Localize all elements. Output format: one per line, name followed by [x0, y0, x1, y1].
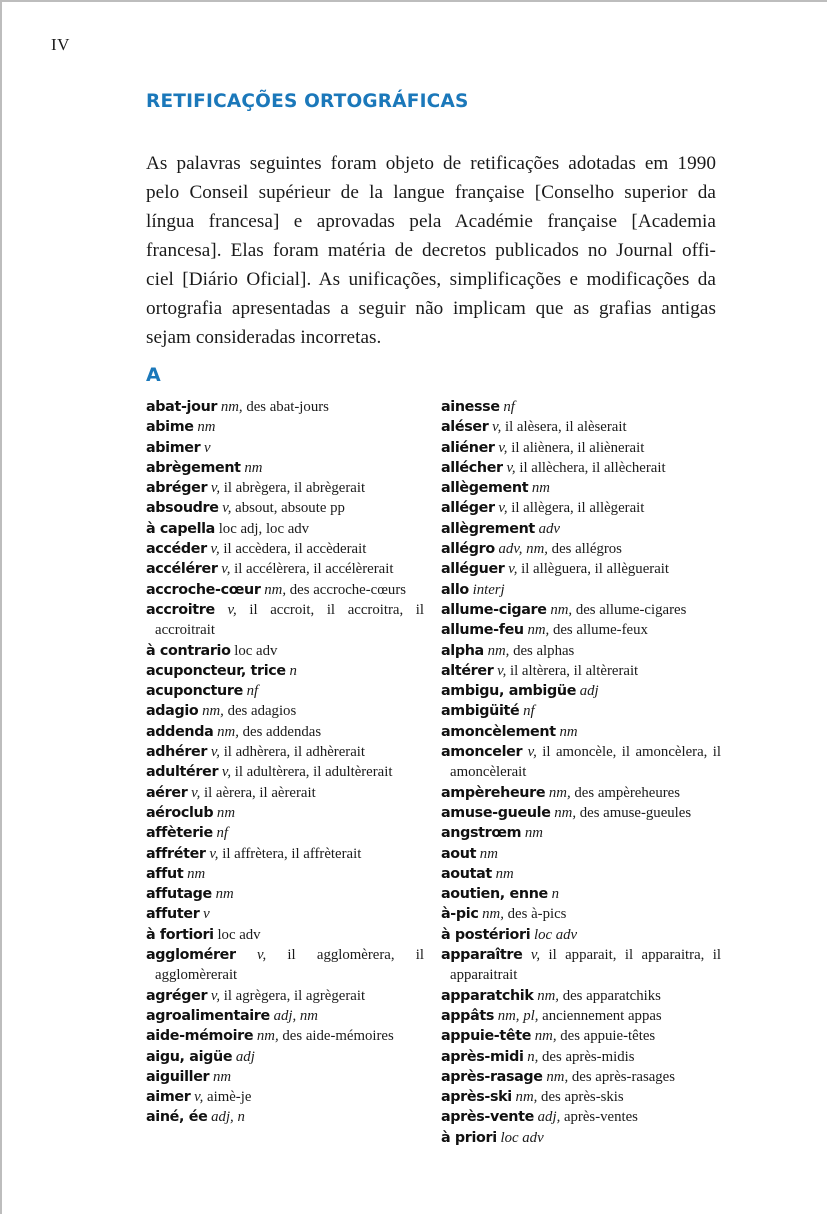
dictionary-entry [441, 1087, 721, 1107]
entries-column-right [441, 397, 721, 1148]
dictionary-entry [146, 397, 424, 417]
entry-headword: après-midi [441, 1048, 524, 1065]
dictionary-entry [146, 823, 424, 843]
entry-headword: aérer [146, 784, 188, 801]
entry-headword: ainé, ée [146, 1109, 208, 1126]
entry-grammar: v, [497, 662, 507, 679]
entry-headword: abrègement [146, 459, 241, 476]
entry-grammar: nm, [217, 723, 239, 740]
dictionary-entry [146, 925, 424, 945]
entry-forms: il adultèrera, il adultèrerait [234, 764, 393, 781]
entry-grammar: nm, [515, 1089, 538, 1106]
dictionary-entry [441, 580, 721, 600]
dictionary-entry [146, 458, 424, 478]
entry-grammar: nm, [202, 703, 224, 720]
dictionary-entry [441, 661, 721, 681]
entry-forms: des ampèreheures [574, 784, 680, 801]
dictionary-entry [441, 417, 721, 437]
dictionary-entry [441, 844, 721, 864]
entry-grammar: n [551, 886, 559, 903]
entry-forms: des alphas [513, 642, 575, 659]
entry-grammar: n, [527, 1048, 539, 1065]
entry-grammar: nm [244, 459, 263, 476]
dictionary-entry [441, 701, 721, 721]
dictionary-entry [146, 986, 424, 1006]
dictionary-entry [146, 722, 424, 742]
dictionary-entry [441, 742, 721, 783]
entry-forms: des accroche-cœurs [289, 581, 407, 598]
intro-line: francesa]. Elas foram matéria de decretos publicados no Journal offi- [146, 240, 716, 261]
entry-grammar: nm, [550, 601, 573, 618]
dictionary-entry [441, 1107, 721, 1127]
dictionary-entry [146, 519, 424, 539]
entry-headword: à capella [146, 520, 215, 537]
dictionary-entry [441, 438, 721, 458]
intro-line: pelo Conseil supérieur de la langue française [Conselho superior da [146, 182, 716, 203]
entry-grammar: adv [538, 520, 560, 537]
entry-headword: aoutien, enne [441, 886, 548, 903]
entry-grammar: nm, [264, 581, 287, 598]
entry-forms: il adhèrera, il adhèrerait [223, 744, 365, 761]
entry-headword: abréger [146, 480, 208, 497]
dictionary-entry [146, 945, 424, 986]
entry-headword: amonceler [441, 744, 523, 761]
entry-forms: des après-midis [542, 1048, 635, 1065]
entry-grammar: nf [503, 399, 515, 415]
entry-grammar: v, [506, 459, 516, 476]
page-title: RETIFICAÇÕES ORTOGRÁFICAS [146, 91, 469, 112]
entry-grammar: nm, [220, 399, 243, 415]
entries-column-left [146, 397, 424, 1128]
entry-headword: aimer [146, 1089, 191, 1106]
entry-headword: à priori [441, 1129, 497, 1146]
entry-forms: anciennement appas [542, 1007, 662, 1024]
entry-headword: après-vente [441, 1109, 534, 1126]
entry-grammar: v, [227, 601, 237, 618]
entry-forms: absout, absoute pp [235, 500, 345, 517]
dictionary-entry [146, 783, 424, 803]
dictionary-entry [441, 884, 721, 904]
entry-grammar: v, [222, 500, 232, 517]
entry-forms: des à-pics [507, 906, 567, 923]
entry-grammar: nm [187, 865, 206, 882]
dictionary-entry [146, 641, 424, 661]
entry-grammar: v, [209, 845, 219, 862]
dictionary-entry [146, 681, 424, 701]
entry-headword: ambigu, ambigüe [441, 683, 577, 700]
entry-headword: abimer [146, 439, 201, 456]
entry-grammar: nm [215, 886, 234, 903]
entry-headword: allume-feu [441, 622, 524, 639]
entry-headword: abime [146, 419, 194, 436]
entry-grammar: v, [194, 1089, 204, 1106]
page-number: IV [51, 35, 70, 54]
page-border-left [0, 0, 2, 1214]
dictionary-entry [441, 945, 721, 986]
entry-headword: allègement [441, 480, 529, 497]
entry-headword: allo [441, 581, 469, 598]
entry-forms: des allégros [551, 541, 622, 558]
dictionary-entry [146, 600, 424, 641]
entry-grammar: nm, [534, 1028, 557, 1045]
entry-forms: il allègera, il allègerait [511, 500, 645, 517]
entry-forms: des aide-mémoires [282, 1028, 394, 1045]
dictionary-entry [146, 1067, 424, 1087]
dictionary-entry [441, 904, 721, 924]
entry-headword: amuse-gueule [441, 804, 551, 821]
dictionary-entry [146, 742, 424, 762]
entry-grammar: v, [210, 541, 220, 558]
dictionary-entry [441, 1026, 721, 1046]
entry-grammar: nf [246, 683, 259, 700]
entry-headword: accéder [146, 541, 207, 558]
entry-forms: loc adv [234, 642, 278, 659]
intro-line: língua francesa] e aprovadas pela Académie française [Academia [146, 211, 716, 232]
dictionary-entry [441, 641, 721, 661]
entry-headword: acuponcture [146, 683, 243, 700]
entry-grammar: v, [498, 500, 508, 517]
entry-forms: il agrègera, il agrègerait [223, 987, 366, 1004]
entry-headword: affutage [146, 886, 212, 903]
entry-forms: après-ventes [563, 1109, 638, 1126]
dictionary-entry [146, 1047, 424, 1067]
section-letter: A [146, 364, 161, 386]
entry-headword: angstrœm [441, 825, 522, 842]
dictionary-entry [146, 498, 424, 518]
entry-headword: à fortiori [146, 926, 214, 943]
dictionary-entry [441, 1128, 721, 1148]
entry-headword: altérer [441, 662, 494, 679]
entry-headword: accélérer [146, 561, 218, 578]
entry-forms: il accroit, il accroitra, il accroitrait [155, 601, 425, 639]
entry-grammar: nm, [256, 1028, 279, 1045]
entry-forms: des abat-jours [246, 399, 329, 415]
entry-forms: il allèguera, il allèguerait [521, 561, 669, 578]
dictionary-entry [146, 1107, 424, 1127]
entry-forms: il affrètera, il affrèterait [222, 845, 362, 862]
entry-headword: appuie-tête [441, 1028, 532, 1045]
entry-grammar: interj [472, 581, 505, 598]
dictionary-entry [146, 559, 424, 579]
entry-forms: il alèsera, il alèserait [504, 419, 627, 436]
entry-grammar: nm, [554, 804, 577, 821]
entry-grammar: adj [235, 1048, 255, 1065]
entry-grammar: loc adv [500, 1129, 544, 1146]
entry-headword: allégro [441, 541, 495, 558]
entry-grammar: v, [530, 947, 541, 964]
dictionary-entry [441, 925, 721, 945]
entry-grammar: nm, [482, 906, 504, 923]
entry-grammar: nm, [537, 987, 560, 1004]
entry-headword: aéroclub [146, 804, 214, 821]
dictionary-entry [441, 600, 721, 620]
dictionary-entry [146, 1006, 424, 1026]
dictionary-entry [441, 681, 721, 701]
entry-forms: il abrègera, il abrègerait [223, 480, 366, 497]
entry-headword: amoncèlement [441, 723, 556, 740]
entry-headword: agréger [146, 987, 208, 1004]
entry-grammar: v, [210, 480, 221, 497]
intro-paragraph [146, 149, 716, 352]
entry-forms: il aliènera, il aliènerait [511, 439, 645, 456]
entry-grammar: v, [498, 439, 508, 456]
entry-headword: aliéner [441, 439, 495, 456]
dictionary-entry [441, 498, 721, 518]
intro-line: sejam consideradas incorretas. [146, 327, 382, 348]
entry-grammar: v, [527, 744, 537, 761]
dictionary-entry [441, 559, 721, 579]
dictionary-entry [146, 1026, 424, 1046]
dictionary-entry [441, 803, 721, 823]
entry-grammar: nf [216, 825, 229, 842]
entry-grammar: nm [559, 723, 578, 740]
dictionary-entry [146, 478, 424, 498]
entry-forms: des après-rasages [571, 1068, 675, 1085]
entry-grammar: nm [531, 480, 550, 497]
entry-headword: accroche-cœur [146, 581, 261, 598]
dictionary-entry [146, 580, 424, 600]
entry-forms: des amuse-gueules [579, 804, 692, 821]
entry-forms: des apparatchiks [562, 987, 661, 1004]
entry-grammar: nm, [546, 1068, 569, 1085]
entry-headword: allume-cigare [441, 601, 547, 618]
dictionary-entry [441, 397, 721, 417]
dictionary-entry [146, 539, 424, 559]
entry-headword: acuponcteur, trice [146, 662, 286, 679]
dictionary-entry [441, 539, 721, 559]
entry-headword: affèterie [146, 825, 213, 842]
entry-headword: appâts [441, 1007, 495, 1024]
entry-headword: abat-jour [146, 399, 218, 415]
dictionary-entry [441, 722, 721, 742]
entry-grammar: nm [216, 804, 236, 821]
entry-headword: après-ski [441, 1089, 512, 1106]
entry-headword: addenda [146, 723, 214, 740]
entry-forms: des adagios [227, 703, 297, 720]
entry-headword: à-pic [441, 906, 479, 923]
entry-grammar: adj, n [211, 1109, 245, 1126]
entry-forms: des appuie-têtes [560, 1028, 656, 1045]
entry-grammar: v [204, 439, 211, 456]
entry-grammar: v, [191, 784, 201, 801]
entry-forms: des allume-feux [552, 622, 648, 639]
entry-headword: aoutat [441, 865, 492, 882]
entry-grammar: v, [210, 744, 220, 761]
dictionary-entry [441, 783, 721, 803]
dictionary-entry [146, 417, 424, 437]
entry-headword: apparatchik [441, 987, 534, 1004]
dictionary-entry [441, 620, 721, 640]
entry-headword: alléger [441, 500, 495, 517]
dictionary-entry [441, 458, 721, 478]
entry-forms: il agglomèrera, il agglomèrerait [155, 947, 424, 984]
entry-grammar: loc adv [533, 926, 578, 943]
entry-grammar: nm [495, 865, 514, 882]
entry-grammar: adj, nm [273, 1007, 318, 1024]
intro-line: ciel [Diário Oficial]. As unificações, simplificações e modificações da [146, 269, 716, 290]
entry-forms: loc adj, loc adv [218, 520, 310, 537]
entry-grammar: nm [197, 419, 216, 436]
entry-headword: ainesse [441, 399, 500, 415]
entry-grammar: n [289, 662, 297, 679]
dictionary-entry [146, 762, 424, 782]
dictionary-entry [441, 864, 721, 884]
entry-grammar: nm, [527, 622, 550, 639]
entry-headword: agglomérer [146, 947, 236, 964]
entry-forms: il amoncèle, il amoncèlera, il amoncèlerait [450, 744, 722, 781]
entry-forms: il aèrera, il aèrerait [203, 784, 316, 801]
dictionary-entry [441, 519, 721, 539]
dictionary-entry [146, 803, 424, 823]
entry-grammar: nm, [487, 642, 510, 659]
entry-forms: il allèchera, il allècherait [519, 459, 666, 476]
entry-grammar: adj, [537, 1109, 561, 1126]
entry-headword: à postériori [441, 926, 531, 943]
entry-grammar: nf [523, 703, 535, 720]
entry-forms: il accélèrera, il accélèrerait [234, 561, 394, 578]
dictionary-entry [146, 904, 424, 924]
entry-headword: allécher [441, 459, 503, 476]
entry-headword: aiguiller [146, 1068, 210, 1085]
entry-headword: aigu, aigüe [146, 1048, 233, 1065]
entry-headword: alpha [441, 642, 484, 659]
dictionary-entry [441, 478, 721, 498]
entry-headword: aout [441, 845, 477, 862]
entry-grammar: v, [508, 561, 518, 578]
entry-headword: absoudre [146, 500, 219, 517]
entry-grammar: nm [479, 845, 498, 862]
entry-forms: loc adv [217, 926, 261, 943]
dictionary-entry [146, 701, 424, 721]
entry-headword: affréter [146, 845, 206, 862]
entry-grammar: v, [221, 561, 231, 578]
entry-headword: agroalimentaire [146, 1007, 270, 1024]
entry-forms: il accèdera, il accèderait [223, 541, 367, 558]
entry-grammar: v, [221, 764, 232, 781]
entry-grammar: v, [492, 419, 502, 436]
dictionary-entry [441, 986, 721, 1006]
entry-grammar: adj [579, 683, 599, 700]
dictionary-entry [441, 823, 721, 843]
entry-grammar: nm, [548, 784, 571, 801]
entry-grammar: v, [256, 947, 267, 964]
entry-forms: il altèrera, il altèrerait [510, 662, 639, 679]
entry-headword: allègrement [441, 520, 535, 537]
dictionary-entry [146, 864, 424, 884]
entry-grammar: v [203, 906, 210, 923]
dictionary-entry [441, 1047, 721, 1067]
entry-headword: adultérer [146, 764, 219, 781]
entry-headword: affut [146, 865, 184, 882]
entry-headword: ambigüité [441, 703, 520, 720]
entry-forms: il apparait, il apparaitra, il apparaitrait [450, 947, 721, 984]
intro-line: ortografia apresentadas a seguir não implicam que as grafias antigas [146, 298, 716, 319]
entry-grammar: nm, pl, [497, 1007, 539, 1024]
entry-headword: adagio [146, 703, 199, 720]
entry-headword: adhérer [146, 744, 208, 761]
entry-forms: des après-skis [541, 1089, 624, 1106]
entry-forms: des allume-cigares [575, 601, 687, 618]
entry-forms: des addendas [242, 723, 322, 740]
entry-headword: ampèreheure [441, 784, 546, 801]
entry-grammar: v, [210, 987, 221, 1004]
entry-headword: affuter [146, 906, 200, 923]
dictionary-entry [146, 884, 424, 904]
entry-forms: aimè-je [207, 1089, 252, 1106]
entry-headword: après-rasage [441, 1068, 543, 1085]
dictionary-entry [441, 1006, 721, 1026]
intro-line: As palavras seguintes foram objeto de retificações adotadas em 1990 [146, 153, 716, 174]
dictionary-entry [146, 661, 424, 681]
dictionary-entry [146, 1087, 424, 1107]
entry-grammar: nm [524, 825, 543, 842]
entry-grammar: nm [212, 1068, 232, 1085]
entry-headword: aléser [441, 419, 489, 436]
dictionary-entry [146, 438, 424, 458]
page-border-top [0, 0, 827, 2]
entry-headword: accroitre [146, 601, 215, 618]
dictionary-entry [441, 1067, 721, 1087]
entry-headword: alléguer [441, 561, 505, 578]
dictionary-entry [146, 844, 424, 864]
entry-headword: apparaître [441, 947, 523, 964]
entry-headword: aide-mémoire [146, 1028, 254, 1045]
entry-grammar: adv, nm, [498, 541, 548, 558]
entry-headword: à contrario [146, 642, 231, 659]
